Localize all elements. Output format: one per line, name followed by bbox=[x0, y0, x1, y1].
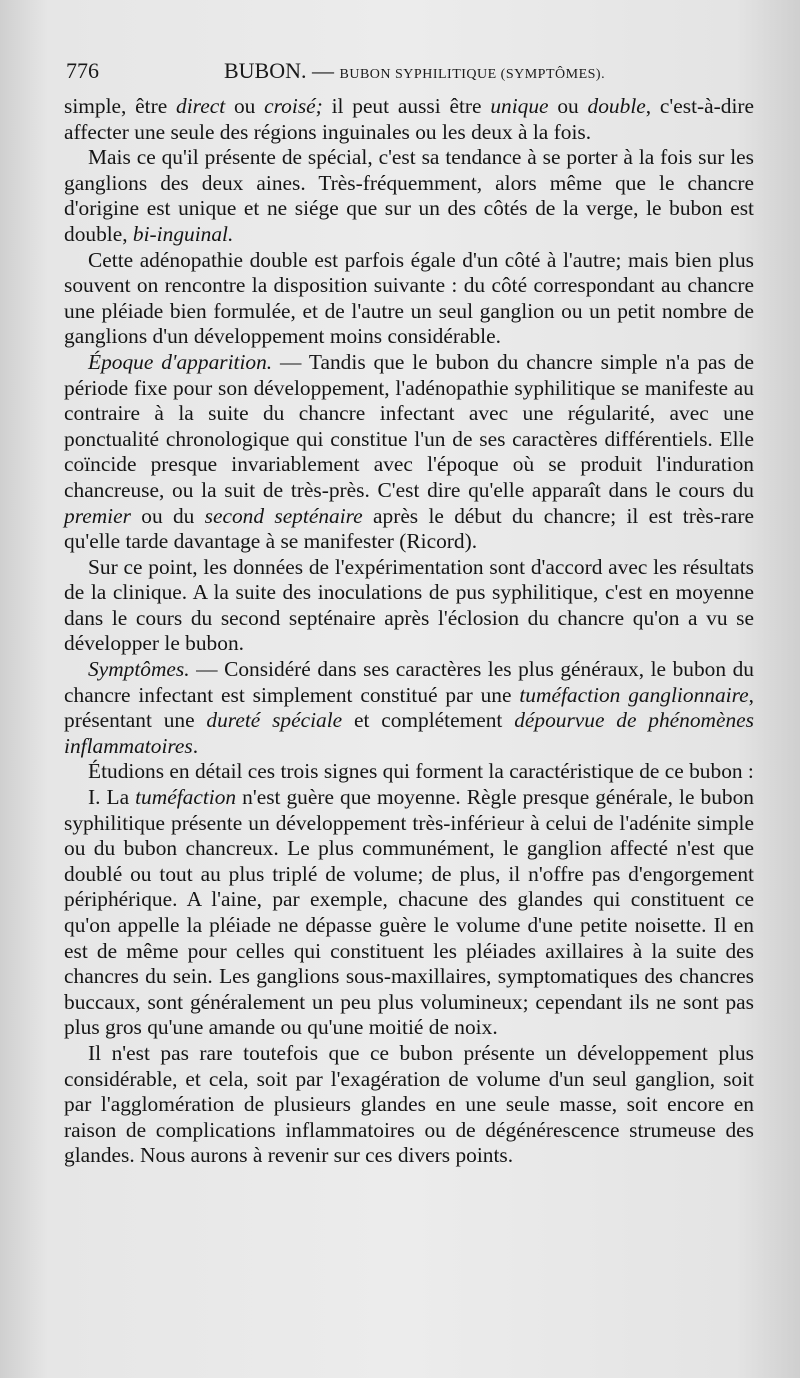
text-run: — Tandis que le bubon du chancre simple n'a pas de période fixe pour son développement, l'adénopathie syphilitique se manifeste au contraire à la suite du chancre infectant avec une régularité, avec une ponctualité chronologique qui constitue l'un de ses caractères différentiels. Elle coïncide presque invariablement avec l'époque où se produit l'induration chancreuse, ou la suit de très-près. C'est dire qu'elle apparaît dans le cours du bbox=[64, 349, 754, 502]
italic-text-run: Symptômes. bbox=[88, 657, 190, 682]
italic-text-run: second septénaire bbox=[204, 503, 363, 528]
italic-text-run: unique bbox=[490, 94, 549, 118]
running-head-separator: — bbox=[312, 58, 335, 83]
paragraph bbox=[64, 1041, 754, 1169]
paragraph bbox=[64, 759, 754, 785]
page-number: 776 bbox=[66, 58, 99, 83]
text-run: — Considéré dans ses caractères les plus généraux, le bubon du chancre infectant est simplement constitué par une bbox=[64, 657, 754, 707]
text-run: I. La bbox=[88, 785, 136, 810]
text-run: Il n'est pas rare toutefois que ce bubon présente un développement plus considérable, et cela, soit par l'exagération de volume d'un seul ganglion, soit par l'agglomération de plusieurs glandes en une seule masse, soit encore en raison de complications inflammatoires ou de dégénérescence strumeuse des glandes. Nous aurons à revenir sur ces divers points. bbox=[64, 1040, 754, 1168]
italic-text-run: double bbox=[587, 94, 646, 118]
paragraph bbox=[64, 350, 754, 555]
paragraph bbox=[64, 785, 754, 1041]
italic-text-run: premier bbox=[64, 503, 131, 528]
page-header bbox=[66, 58, 756, 88]
text-run: ou du bbox=[130, 503, 205, 528]
text-run: Étudions en détail ces trois signes qui forment la caractéristique de ce bubon : bbox=[88, 759, 754, 784]
text-run: et complétement bbox=[342, 708, 515, 733]
running-head-subtitle: BUBON SYPHILITIQUE (SYMPTÔMES). bbox=[339, 67, 606, 82]
text-run: Sur ce point, les données de l'expérimentation sont d'accord avec les résultats de la clinique. A la suite des inoculations de pus syphilitique, c'est en moyenne dans le cours du second septénaire après l'éclosion du chancre qu'on a vu se développer le bubon. bbox=[64, 554, 754, 656]
text-run: simple, être bbox=[64, 94, 177, 118]
paragraph bbox=[64, 555, 754, 657]
italic-text-run: dépourvue de phénomènes inflammatoires bbox=[64, 708, 755, 758]
paragraph bbox=[64, 94, 754, 145]
text-run: , présentant une bbox=[64, 682, 754, 733]
italic-text-run: croisé; bbox=[264, 94, 323, 118]
paragraph bbox=[64, 145, 754, 247]
italic-text-run: bi-inguinal. bbox=[132, 221, 234, 246]
italic-text-run: Époque d'apparition. bbox=[88, 349, 273, 374]
text-run: il peut aussi être bbox=[322, 94, 491, 118]
running-head bbox=[224, 58, 605, 84]
text-run: n'est guère que moyenne. Règle presque générale, le bubon syphilitique présente un développement très-inférieur à celui de l'adénite simple ou du bubon chancreux. Le plus communément, le ganglion affecté n'est que doublé ou tout au plus triplé de volume; de plus, il n'offre pas d'engorgement périphérique. A l'aine, par exemple, chacune des glandes qui constituent ce qu'on appelle la pléiade ne dépasse guère le volume d'une petite noisette. Il en est de même pour celles qui constituent les pléiades axillaires à la suite des chancres du sein. Les ganglions sous-maxillaires, symptomatiques des chancres buccaux, sont généralement un peu plus volumineux; cependant ils ne sont pas plus gros qu'une amande ou qu'une moitié de noix. bbox=[64, 785, 754, 1040]
text-run: . bbox=[192, 733, 199, 758]
text-run: ou bbox=[548, 94, 588, 118]
running-head-main: BUBON. bbox=[224, 58, 307, 83]
paragraph bbox=[64, 248, 754, 350]
text-run: , c'est-à-dire affecter une seule des régions inguinales ou les deux à la fois. bbox=[64, 94, 755, 144]
text-run: ou bbox=[225, 94, 265, 118]
text-run: Mais ce qu'il présente de spécial, c'est sa tendance à se porter à la fois sur les ganglions des deux aines. Très-fréquemment, alors même que le chancre d'origine est unique et ne siége que sur un des côtés de la verge, le bubon est double, bbox=[64, 145, 754, 246]
text-run: après le début du chancre; il est très-rare qu'elle tarde davantage à se manifester (Ricord). bbox=[64, 503, 754, 554]
italic-text-run: direct bbox=[176, 94, 226, 118]
body-text bbox=[64, 94, 754, 1169]
italic-text-run: tuméfaction ganglionnaire bbox=[519, 682, 749, 707]
italic-text-run: dureté spéciale bbox=[206, 708, 343, 733]
italic-text-run: tuméfaction bbox=[135, 785, 237, 810]
paragraph bbox=[64, 657, 754, 759]
text-run: Cette adénopathie double est parfois égale d'un côté à l'autre; mais bien plus souvent on rencontre la disposition suivante : du côté correspondant au chancre une pléiade bien formulée, et de l'autre un seul ganglion ou un petit nombre de ganglions d'un développement moins considérable. bbox=[64, 247, 754, 349]
